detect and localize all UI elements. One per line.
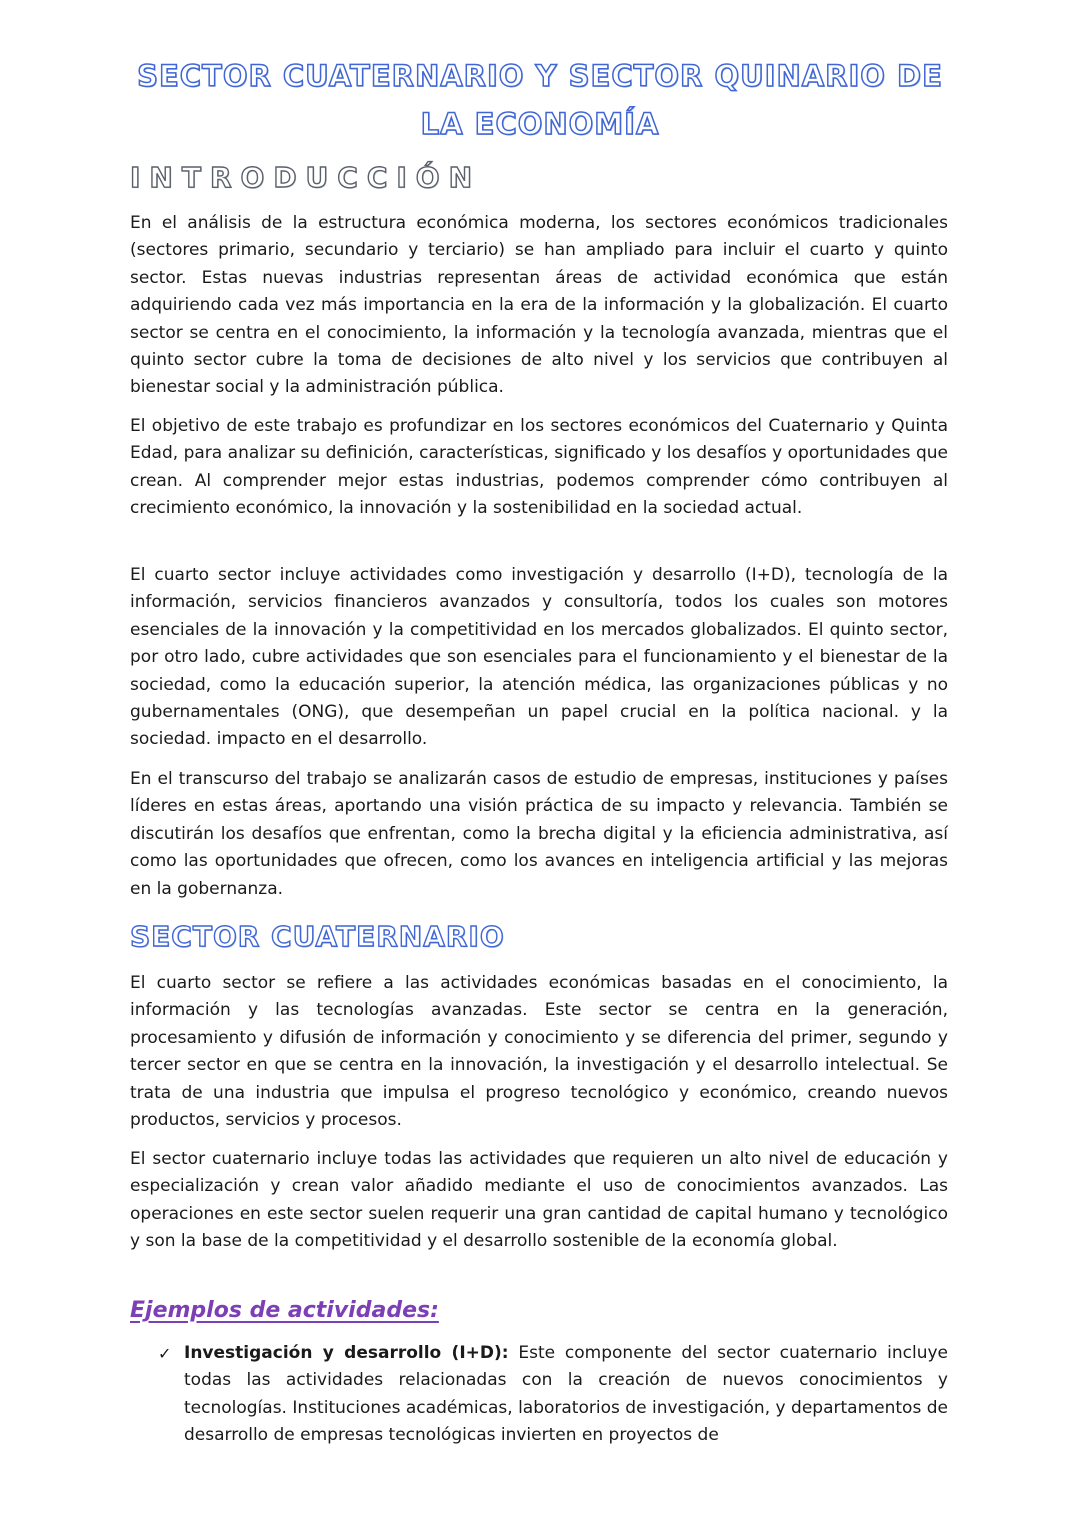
example-text: Este componente del sector cuaternario incluye todas las actividades relacionadas con la creación de nuevos conocimientos y tecnologías. Instituciones académicas, laboratorios de investigación, y departamentos de desarrollo de empresas tecnológicas invierten en proyectos de xyxy=(184,1343,948,1446)
intro-paragraph-3: El cuarto sector incluye actividades como investigación y desarrollo (I+D), tecnología de la información, servicios financieros avanzados y consultoría, todos los cuales son motores esenciales de la innovación y la competitividad en los mercados globalizados. El quinto sector, por otro lado, cubre actividades que son esenciales para el funcionamiento y el bienestar de la sociedad, como la educación superior, la atención médica, las organizaciones públicas y no gubernamentales (ONG), que desempeñan un papel crucial en la política nacional. y la sociedad. impacto en el desarrollo. xyxy=(130,565,948,750)
intro-paragraph-1: En el análisis de la estructura económica moderna, los sectores económicos tradicionales (sectores primario, secundario y terciario) se han ampliado para incluir el cuarto y quinto sector. Estas nuevas industrias representan áreas de actividad económica que están adquiriendo cada vez más importancia en la era de la información y la globalización. El cuarto sector se centra en el conocimiento, la información y la tecnología avanzada, mientras que el quinto sector cubre la toma de decisiones de alto nivel y los servicios que contribuyen al bienestar social y la administración pública. xyxy=(130,213,948,398)
document-title: SECTOR CUATERNARIO Y SECTOR QUINARIO DE LA ECONOMÍA xyxy=(137,59,943,141)
cuaternario-paragraph-1: El cuarto sector se refiere a las actividades económicas basadas en el conocimiento, la información y las tecnologías avanzadas. Este sector se centra en la generación, procesamiento y difusión de información y conocimiento y se diferencia del primer, segundo y tercer sector en que se centra en la innovación, la investigación y el desarrollo intelectual. Se trata de una industria que impulsa el progreso tecnológico y económico, creando nuevos productos, servicios y procesos. xyxy=(130,973,948,1131)
check-icon: ✓ xyxy=(158,1344,172,1363)
examples-list xyxy=(130,1340,948,1450)
cuaternario-paragraph-2: El sector cuaternario incluye todas las actividades que requieren un alto nivel de educación y especialización y crean valor añadido mediante el uso de conocimientos avanzados. Las operaciones en este sector suelen requerir una gran cantidad de capital humano y tecnológico y son la base de la competitividad y el desarrollo sostenible de la economía global. xyxy=(130,1149,948,1252)
intro-paragraph-4: En el transcurso del trabajo se analizarán casos de estudio de empresas, instituciones y países líderes en estas áreas, aportando una visión práctica de su impacto y relevancia. También se discutirán los desafíos que enfrentan, como la brecha digital y la eficiencia administrativa, así como las oportunidades que ofrecen, como los avances en inteligencia artificial y las mejoras en la gobernanza. xyxy=(130,769,948,899)
example-term: Investigación y desarrollo (I+D): xyxy=(184,1343,509,1363)
examples-heading: Ejemplos de actividades: xyxy=(130,1298,439,1323)
introduction-heading: INTRODUCCIÓN xyxy=(130,161,482,194)
list-item xyxy=(130,1340,948,1450)
sector-cuaternario-heading: SECTOR CUATERNARIO xyxy=(130,920,505,953)
intro-paragraph-2: El objetivo de este trabajo es profundizar en los sectores económicos del Cuaternario y Quinta Edad, para analizar su definición, características, significado y los desafíos y oportunidades que crean. Al comprender mejor estas industrias, podemos comprender cómo contribuyen al crecimiento económico, la innovación y la sostenibilidad en la sociedad actual. xyxy=(130,416,948,519)
